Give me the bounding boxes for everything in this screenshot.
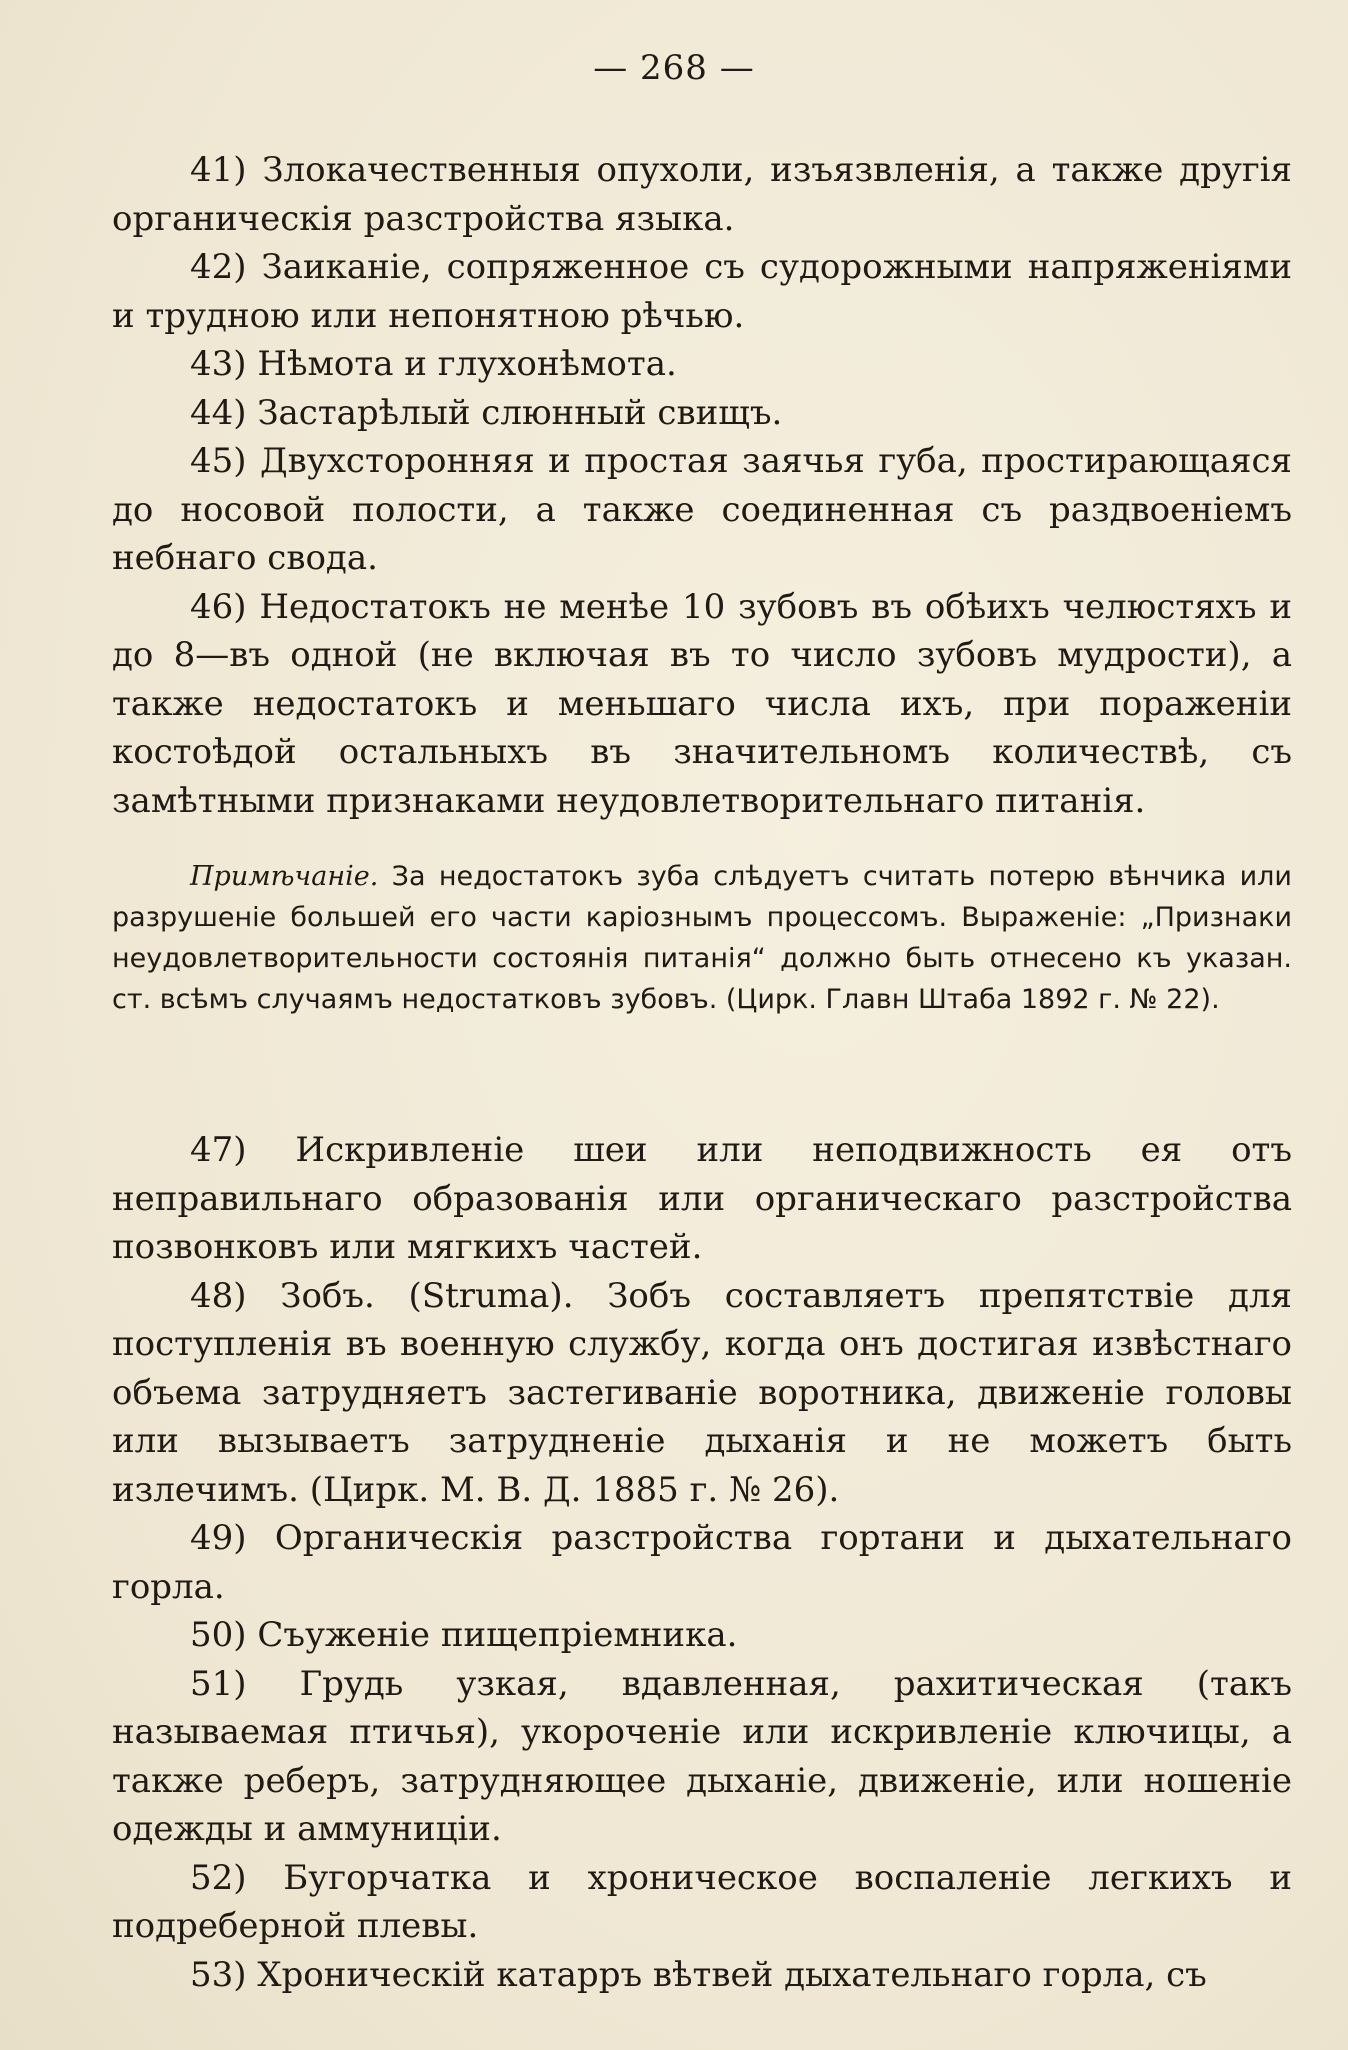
paragraph-50: 50) Съуженіе пищепріемника. [190, 1615, 738, 1655]
paragraph-52: 52) Бугорчатка и хроническое воспаленіе легкихъ и подреберной плевы. [112, 1857, 1292, 1946]
paragraph-43: 43) Нѣмота и глухонѣмота. [190, 344, 677, 384]
paragraph-48: 48) Зобъ. (Struma). Зобъ составляетъ препятствіе для поступленія въ военную службу, когда онъ достигая извѣстнаго объема затрудняетъ застегиваніе воротника, движеніе головы или вызываетъ затрудненіе дыханія и не можетъ быть излечимъ. (Цирк. М. В. Д. 1885 г. № 26). [112, 1275, 1292, 1510]
paragraph-41: 41) Злокачественныя опухоли, изъязвленія, а также другія органическія разстройства языка. [112, 150, 1292, 239]
paragraph-44: 44) Застарѣлый слюнный свищъ. [190, 392, 783, 433]
paragraph-51: 51) Грудь узкая, вдавленная, рахитическая (такъ называемая птичья), укороченіе или искривленіе ключицы, а также реберъ, затрудняющее дыханіе, движеніе, или ношеніе одежды и аммуниціи. [112, 1663, 1292, 1849]
text-block-top [112, 146, 1292, 825]
paragraph-45: 45) Двухсторонняя и простая заячья губа, простирающаяся до носовой полости, а также соединенная съ раздвоеніемъ небнаго свода. [112, 441, 1292, 578]
paragraph-42: 42) Заиканіе, сопряженное съ судорожными напряженіями и трудною или непонятною рѣчью. [112, 247, 1292, 336]
footnote [112, 856, 1292, 1020]
footnote-text: За недостатокъ зуба слѣдуетъ считать потерю вѣнчика или разрушеніе большей его части каріознымъ процессомъ. Выраженіе: „Признаки неудовлетворительности состоянія питанія“ должно быть отнесено къ указан. ст. всѣмъ случаямъ недостатковъ зубовъ. (Цирк. Главн Штаба 1892 г. № 22). [112, 861, 1292, 1015]
paragraph-49: 49) Органическія разстройства гортани и дыхательнаго горла. [112, 1518, 1292, 1607]
paragraph-46: 46) Недостатокъ не менѣе 10 зубовъ въ обѣихъ челюстяхъ и до 8—въ одной (не включая въ то число зубовъ мудрости), а также недостатокъ и меньшаго числа ихъ, при пораженіи костоѣдой остальныхъ въ значительномъ количествѣ, съ замѣтными признаками неудовлетворительнаго питанія. [112, 586, 1292, 821]
paragraph-47: 47) Искривленіе шеи или неподвижность ея отъ неправильнаго образованія или органическаго разстройства позвонковъ или мягкихъ частей. [112, 1130, 1292, 1267]
paragraph-53: 53) Хроническій катарръ вѣтвей дыхательнаго горла, съ [190, 1954, 1207, 1995]
page-number: — 268 — [593, 48, 755, 88]
text-block-bottom [112, 1126, 1292, 1999]
footnote-label: Примѣчаніе. [190, 861, 379, 892]
